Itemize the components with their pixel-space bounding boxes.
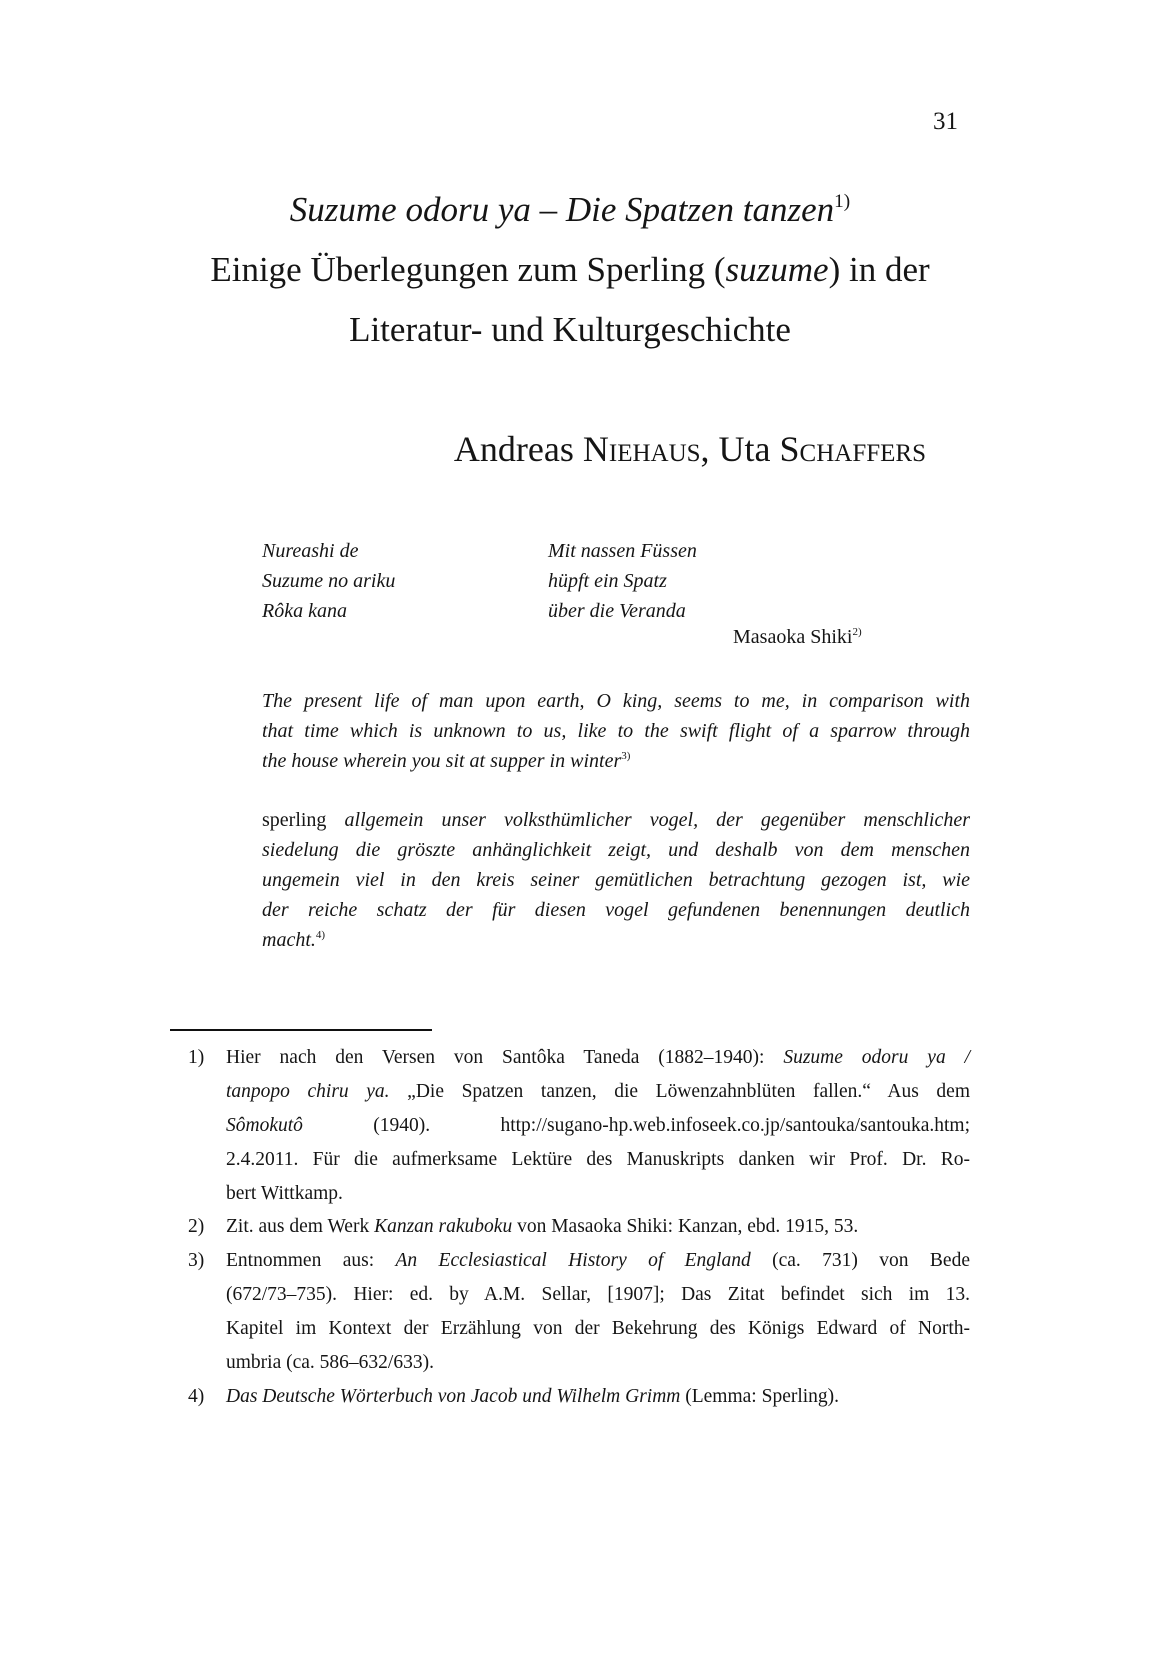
- text-line: [226, 1210, 970, 1244]
- text-run: suzume: [725, 250, 829, 289]
- text-line: [262, 835, 970, 865]
- text-run: Kanzan rakuboku: [374, 1216, 513, 1237]
- text-run: „Die Spatzen tanzen, die Löwenzahnblüten fallen.“ Aus dem: [389, 1081, 971, 1102]
- text-run: Literatur- und Kulturgeschichte: [349, 310, 791, 349]
- text-run: (1940). http://sugano-hp.web.infoseek.co.jp/santouka/santouka.htm;: [302, 1115, 970, 1136]
- text-run: sperling: [262, 809, 345, 831]
- text-run: siedelung die gröszte anhänglichkeit zeigt, und deshalb von dem menschen: [262, 839, 970, 861]
- text-run: Kapitel im Kontext der Erzählung von der Bekehrung des Königs Edward of North-: [226, 1318, 970, 1339]
- text-line: [226, 1380, 970, 1414]
- text-run: tanpopo chiru ya.: [226, 1081, 390, 1102]
- text-line: [226, 1278, 970, 1312]
- footnote-1: [188, 1041, 970, 1211]
- authors: [454, 428, 926, 470]
- text-line: [262, 895, 970, 925]
- text-run: Sômokutô: [226, 1115, 303, 1136]
- grimm-quote: [262, 805, 970, 958]
- bede-quote: [262, 686, 970, 779]
- text-run: ) in der: [828, 250, 930, 289]
- text-run: the house wherein you sit at supper in winter: [262, 750, 622, 772]
- footnote-text: [226, 1244, 970, 1380]
- poem-credit: [733, 626, 862, 649]
- footnote-ref: 4): [315, 928, 326, 941]
- poem-line: Rôka kana: [262, 600, 347, 622]
- text-run: The present life of man upon earth, O king, seems to me, in comparison with: [262, 690, 970, 712]
- text-run: Das Deutsche Wörterbuch von Jacob und Wilhelm Grimm: [226, 1386, 681, 1407]
- text-line: [226, 1143, 970, 1177]
- text-run: that time which is unknown to us, like to the swift flight of a sparrow through: [262, 720, 970, 742]
- text-run: umbria (ca. 586–632/633).: [226, 1352, 434, 1373]
- footnote-ref: 2): [852, 625, 862, 638]
- text-line: [226, 1346, 970, 1380]
- poem-german: [548, 536, 697, 626]
- text-run: Schaffers: [779, 429, 926, 469]
- text-run: allgemein unser volksthümlicher vogel, der gegenüber menschlicher: [344, 809, 971, 831]
- text-run: Niehaus: [582, 429, 701, 469]
- poem-line: Nureashi de: [262, 540, 359, 562]
- poem-line: Suzume no ariku: [262, 570, 396, 592]
- text-run: (672/73–735). Hier: ed. by A.M. Sellar, [1907]; Das Zitat befindet sich im 13.: [226, 1284, 970, 1305]
- text-run: Hier nach den Versen von Santôka Taneda (1882–1940):: [226, 1047, 784, 1068]
- text-line: [226, 1312, 970, 1346]
- text-line: [226, 1244, 970, 1278]
- text-line: [226, 1109, 970, 1143]
- footnote-2: [188, 1210, 970, 1244]
- footnote-4: [188, 1380, 970, 1414]
- text-run: Suzume odoru ya – Die Spatzen tanzen: [289, 190, 835, 229]
- footnote-number: 3): [188, 1250, 205, 1271]
- text-line: [262, 865, 970, 895]
- text-line: [226, 1041, 970, 1075]
- text-run: Zit. aus dem Werk: [226, 1216, 375, 1237]
- text-run: von Masaoka Shiki: Kanzan, ebd. 1915, 53.: [512, 1216, 859, 1237]
- text-run: An Ecclesiastical History of England: [395, 1250, 751, 1271]
- poem-japanese: [262, 536, 395, 626]
- text-line: [262, 925, 970, 958]
- text-run: Andreas: [453, 429, 583, 469]
- poem-line: über die Veranda: [548, 600, 686, 622]
- text-line: [262, 686, 970, 716]
- text-run: Suzume odoru ya /: [783, 1047, 970, 1068]
- text-run: (Lemma: Sperling).: [680, 1386, 840, 1407]
- title-line-2: [0, 250, 1140, 290]
- title-line-3: [0, 310, 1140, 350]
- text-line: [226, 1075, 970, 1109]
- footnote-text: [226, 1380, 970, 1414]
- text-run: , Uta: [700, 429, 780, 469]
- footnote-number: 1): [188, 1047, 205, 1068]
- text-run: Masaoka Shiki: [733, 626, 853, 648]
- text-run: bert Wittkamp.: [226, 1183, 343, 1204]
- text-line: [262, 716, 970, 746]
- footnote-ref: 1): [834, 190, 851, 212]
- text-line: [262, 805, 970, 835]
- footnote-ref: 3): [621, 749, 631, 762]
- footnote-text: [226, 1210, 970, 1244]
- footnote-divider: [170, 1029, 432, 1031]
- text-run: Einige Überlegungen zum Sperling (: [210, 250, 726, 289]
- text-run: 2.4.2011. Für die aufmerksame Lektüre des Manuskripts danken wir Prof. Dr. Ro-: [226, 1149, 970, 1170]
- page-number: 31: [933, 108, 958, 135]
- text-run: Entnommen aus:: [226, 1250, 396, 1271]
- text-line: [226, 1177, 970, 1211]
- text-run: der reiche schatz der für diesen vogel gefundenen benennungen deutlich: [262, 899, 970, 921]
- poem-line: Mit nassen Füssen: [548, 540, 697, 562]
- footnote-number: 2): [188, 1216, 205, 1237]
- footnote-text: [226, 1041, 970, 1211]
- title-line-1: [0, 190, 1140, 230]
- footnote-3: [188, 1244, 970, 1380]
- poem-line: hüpft ein Spatz: [548, 570, 667, 592]
- text-line: [262, 746, 970, 779]
- text-run: ungemein viel in den kreis seiner gemütlichen betrachtung gezogen ist, wie: [262, 869, 970, 891]
- text-run: macht.: [262, 929, 316, 951]
- footnote-number: 4): [188, 1386, 205, 1407]
- text-run: (ca. 731) von Bede: [750, 1250, 970, 1271]
